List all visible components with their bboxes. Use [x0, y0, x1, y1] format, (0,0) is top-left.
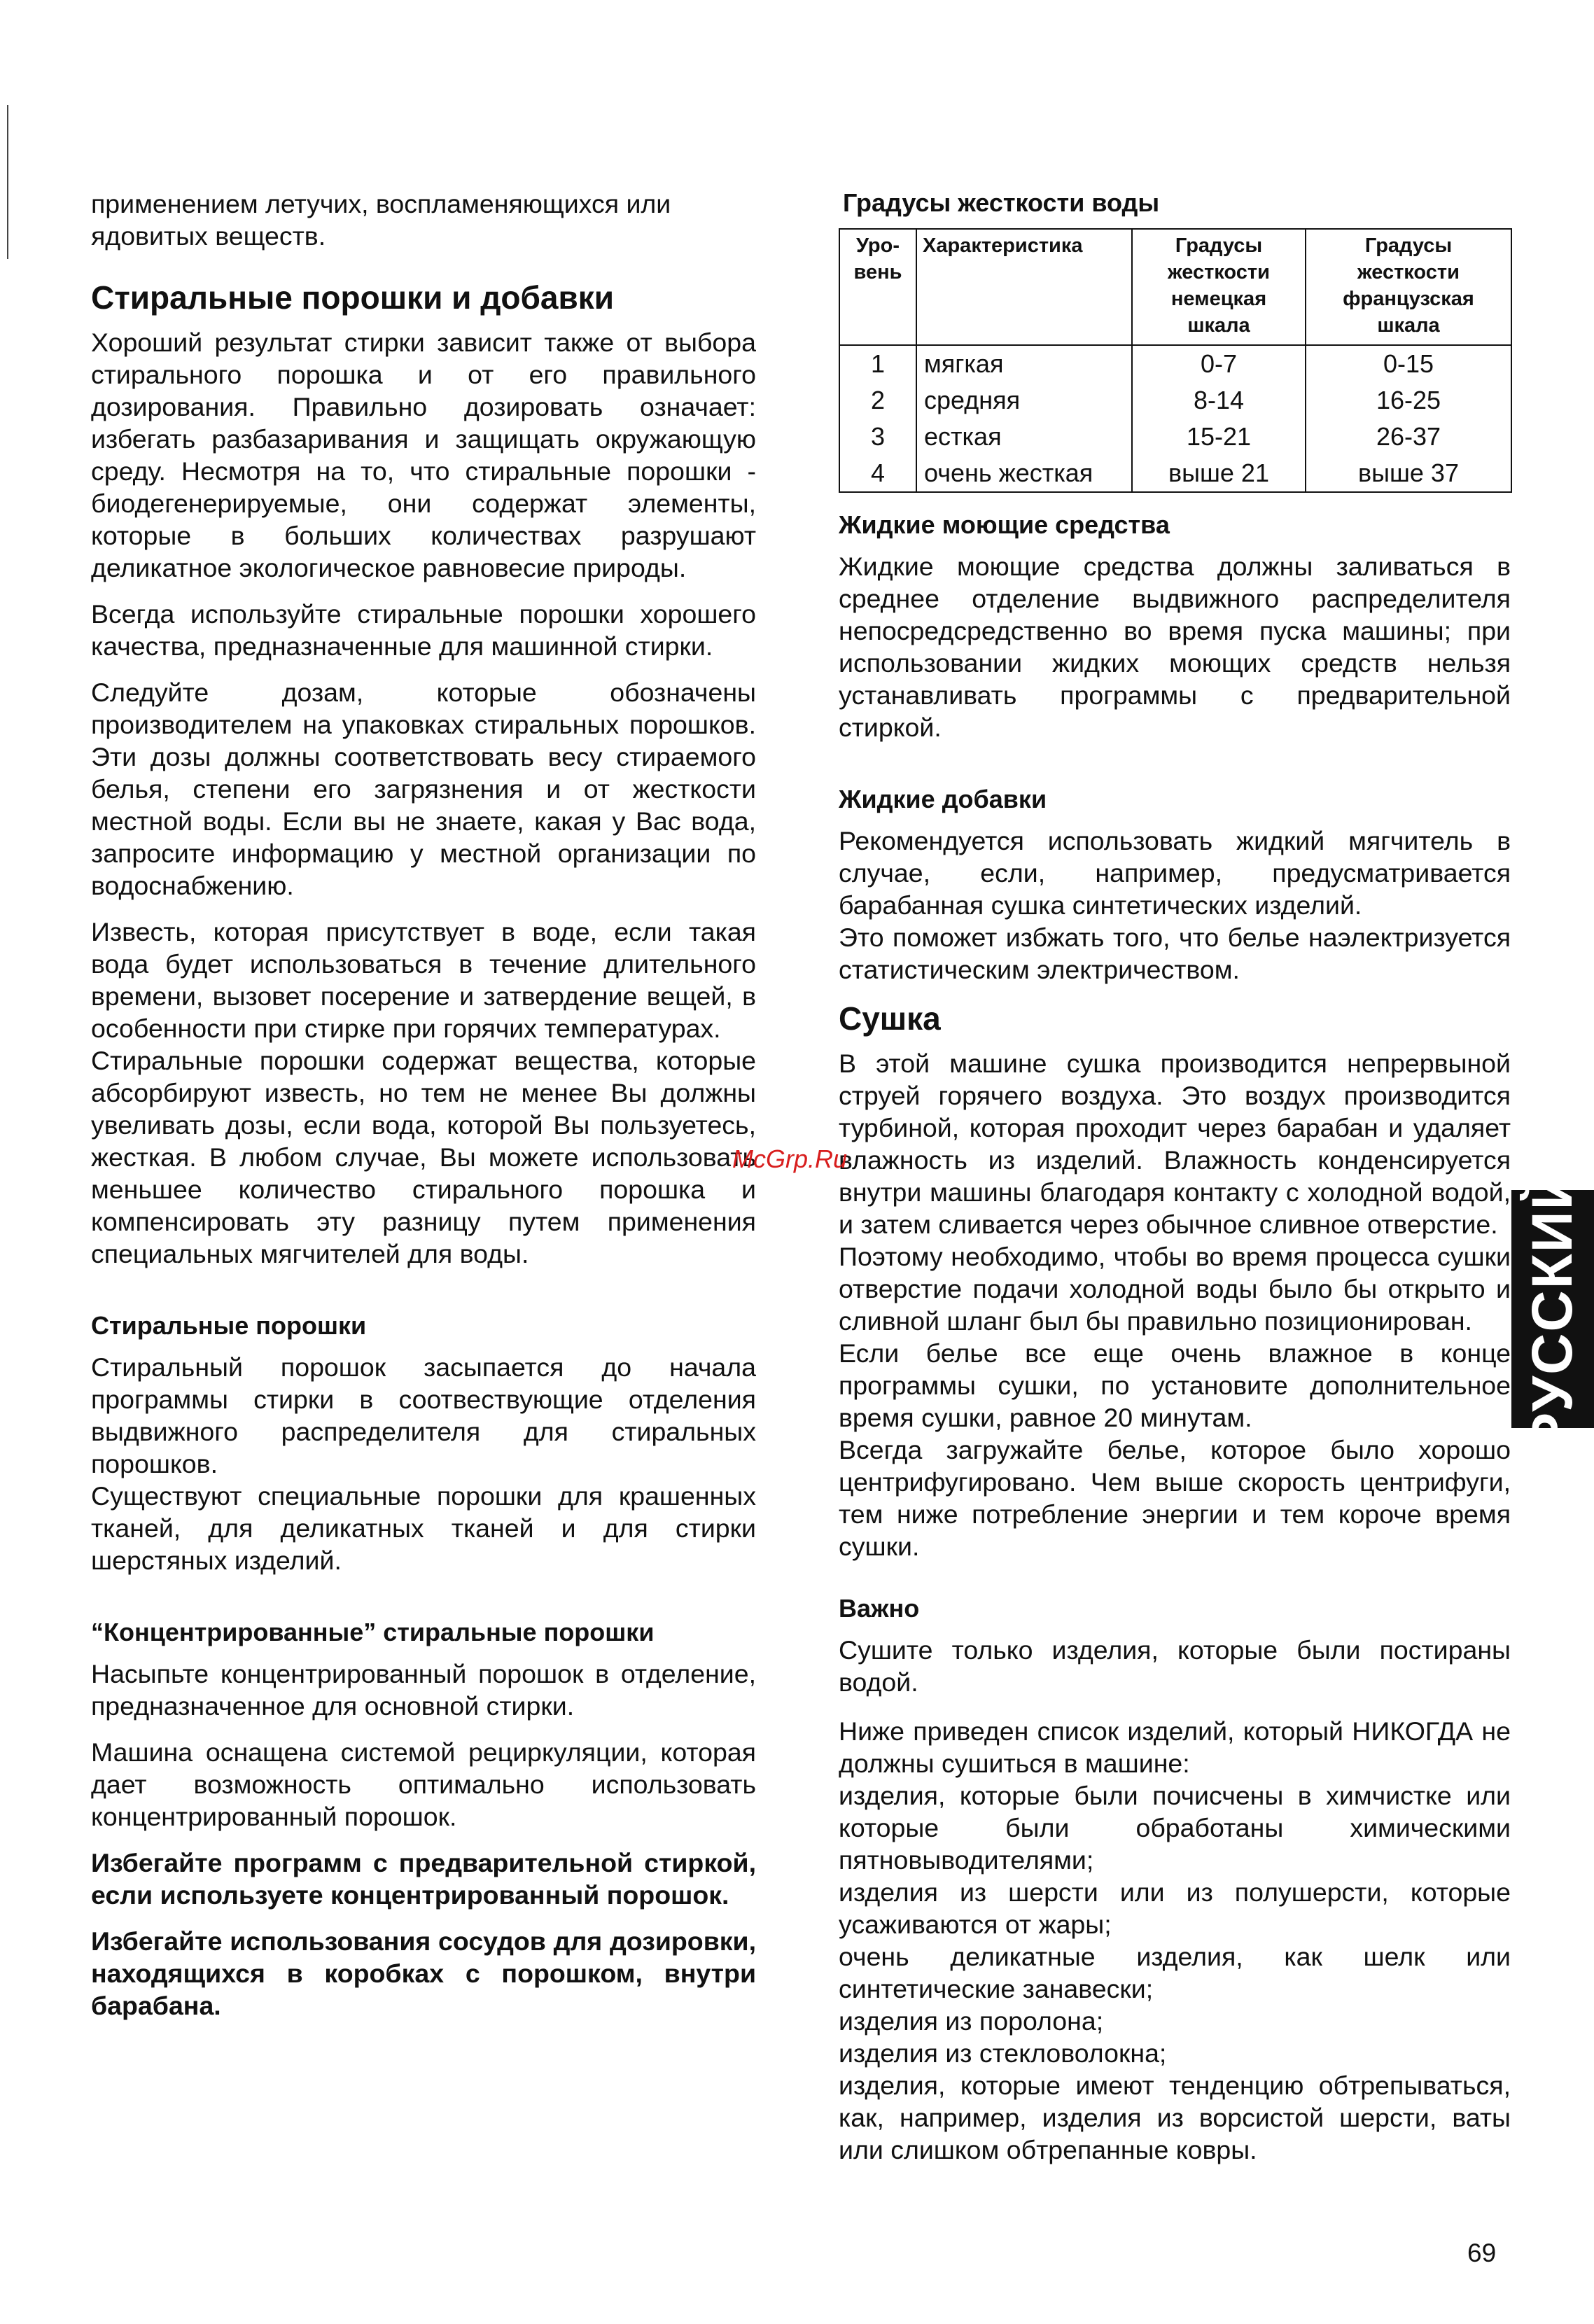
header-german-scale: Градусы жесткости немецкая шкала: [1132, 229, 1306, 345]
header-characteristic: Характеристика: [916, 229, 1132, 345]
intro-line-2: ядовитых веществ.: [91, 221, 326, 251]
table-row: [839, 382, 1511, 419]
paragraph: В этой машине сушка производится непрервыной струей горячего воздуха. Это воздух производится турбиной, которая проходит через барабан и удаляет влажность из изделий. Влажность конденсируется внутри машины благодаря контакту с холодной водой, и затем сливается через обычное сливное отверстие.: [839, 1049, 1511, 1239]
paragraph: Всегда используйте стиральные порошки хорошего качества, предназначенные для машинной стирки.: [91, 599, 756, 661]
paragraph: Существуют специальные порошки для крашенных тканей, для деликатных тканей и для стирки шерстяных изделий.: [91, 1481, 756, 1575]
left-column: [91, 188, 756, 2022]
language-tab-label: РУССКИЙ: [1520, 1167, 1584, 1451]
section-title-drying: Сушка: [839, 1000, 941, 1037]
cell-level: 2: [839, 382, 916, 419]
cell-characteristic: очень жесткая: [916, 455, 1132, 492]
table-row: [839, 345, 1511, 382]
page-number: 69: [1467, 2239, 1497, 2267]
subheading-powders: Стиральные порошки: [91, 1311, 367, 1340]
cell-characteristic: есткая: [916, 419, 1132, 455]
cell-characteristic: средняя: [916, 382, 1132, 419]
cell-level: 1: [839, 345, 916, 382]
list-item: изделия из шерсти или из полушерсти, которые усаживаются от жары;: [839, 1877, 1511, 1939]
list-item: изделия из стекловолокна;: [839, 2038, 1167, 2068]
paragraph: Всегда загружайте белье, которое было хорошо центрифугировано. Чем выше скорость центрифуги, тем ниже потребление энергии и тем короче время сушки.: [839, 1435, 1511, 1561]
paragraph: Рекомендуется использовать жидкий мягчитель в случае, если, например, предусматривается барабанная сушка синтетических изделий.: [839, 826, 1511, 920]
scan-edge-line: [7, 105, 8, 259]
subheading-important: Важно: [839, 1594, 920, 1623]
paragraph: Жидкие моющие средства должны заливаться в среднее отделение выдвижного распределителя непосредсредственно во время пуска машины; при использовании жидких моющих средств нельзя устанавливать программы с предварительной стиркой.: [839, 552, 1511, 742]
cell-german: 15-21: [1132, 419, 1306, 455]
list-item: очень деликатные изделия, как шелк или синтетические занавески;: [839, 1942, 1511, 2003]
intro-line-1: применением летучих, воспламеняющихся или: [91, 189, 671, 218]
paragraph: Машина оснащена системой рециркуляции, которая дает возможность оптимально использовать концентрированный порошок.: [91, 1737, 756, 1831]
cell-german: 0-7: [1132, 345, 1306, 382]
right-column: [839, 188, 1511, 2166]
subheading-liquid-detergents: Жидкие моющие средства: [839, 510, 1170, 539]
watermark: McGrp.Ru: [732, 1144, 848, 1173]
paragraph: Известь, которая присутствует в воде, если такая вода будет использоваться в течение длительного времени, вызовет посерение и затвердение вещей, в особенности при стирке при горячих температурах.: [91, 917, 756, 1043]
cell-german: выше 21: [1132, 455, 1306, 492]
subheading-liquid-additives: Жидкие добавки: [839, 785, 1047, 813]
warning-paragraph: Избегайте использования сосудов для дозировки, находящихся в коробках с порошком, внутри барабана.: [91, 1926, 756, 2020]
list-item: изделия из поролона;: [839, 2006, 1104, 2036]
cell-level: 3: [839, 419, 916, 455]
cell-french: 26-37: [1306, 419, 1511, 455]
table-title: Градусы жесткости воды: [843, 188, 1160, 217]
language-side-tab: [1511, 1167, 1594, 1451]
cell-german: 8-14: [1132, 382, 1306, 419]
paragraph: Ниже приведен список изделий, который НИКОГДА не должны сушиться в машине:: [839, 1716, 1511, 1778]
paragraph: Если белье все еще очень влажное в конце программы сушки, по установите дополнительное время сушки, равное 20 минутам.: [839, 1338, 1511, 1432]
table-header-row: [839, 229, 1511, 345]
paragraph: Сушите только изделия, которые были постираны водой.: [839, 1635, 1511, 1697]
list-item: изделия, которые имеют тенденцию обтрепываться, как, например, изделия из ворсистой шерсти, ваты или слишком обтрепанные ковры.: [839, 2071, 1511, 2164]
header-level: Уро- вень: [839, 229, 916, 345]
cell-french: 16-25: [1306, 382, 1511, 419]
cell-french: выше 37: [1306, 455, 1511, 492]
table-row: [839, 419, 1511, 455]
paragraph: Поэтому необходимо, чтобы во время процесса сушки отверстие подачи холодной воды было бы открыто и сливной шланг был бы правильно позиционирован.: [839, 1242, 1511, 1336]
water-hardness-table: [839, 228, 1512, 493]
paragraph: Насыпьте концентрированный порошок в отделение, предназначенное для основной стирки.: [91, 1659, 756, 1721]
paragraph: Это поможет избжать того, что белье наэлектризуется статистическим электричеством.: [839, 923, 1511, 984]
list-item: изделия, которые были почисчены в химчистке или которые были обработаны химическими пятновыводителями;: [839, 1781, 1511, 1875]
cell-characteristic: мягкая: [916, 345, 1132, 382]
paragraph: Стиральный порошок засыпается до начала программы стирки в соотвествующие отделения выдвижного распределителя для стиральных порошков.: [91, 1352, 756, 1478]
section-title-detergents: Стиральные порошки и добавки: [91, 279, 615, 316]
cell-level: 4: [839, 455, 916, 492]
subheading-concentrated: “Концентрированные” стиральные порошки: [91, 1618, 655, 1646]
header-french-scale: Градусы жесткости французская шкала: [1306, 229, 1511, 345]
paragraph: Хороший результат стирки зависит также от выбора стирального порошка и от его правильного дозирования. Правильно дозировать означает: избегать разбазаривания и защищать окружающую среду. Несмотря на то, что стиральные порошки - биодегенерируемые, они содержат элементы, которые в больших количествах разрушают деликатное экологическое равновесие природы.: [91, 328, 756, 582]
table-row: [839, 455, 1511, 492]
paragraph: Стиральные порошки содержат вещества, которые абсорбируют известь, но тем не менее Вы должны увеливать дозы, если вода, которой Вы пользуетесь, жесткая. В любом случае, Вы можете использовать меньшее количество стирального порошка и компенсировать эту разницу путем применения специальных мягчителей для воды.: [91, 1046, 756, 1268]
paragraph: Следуйте дозам, которые обозначены производителем на упаковках стиральных порошков. Эти дозы должны соответствовать весу стираемого белья, степени его загрязнения и от жесткости местной воды. Если вы не знаете, какая у Вас вода, запросите информацию у местной организации по водоснабжению.: [91, 678, 756, 900]
warning-paragraph: Избегайте программ с предварительной стиркой, если используете концентрированный порошок.: [91, 1848, 756, 1910]
cell-french: 0-15: [1306, 345, 1511, 382]
